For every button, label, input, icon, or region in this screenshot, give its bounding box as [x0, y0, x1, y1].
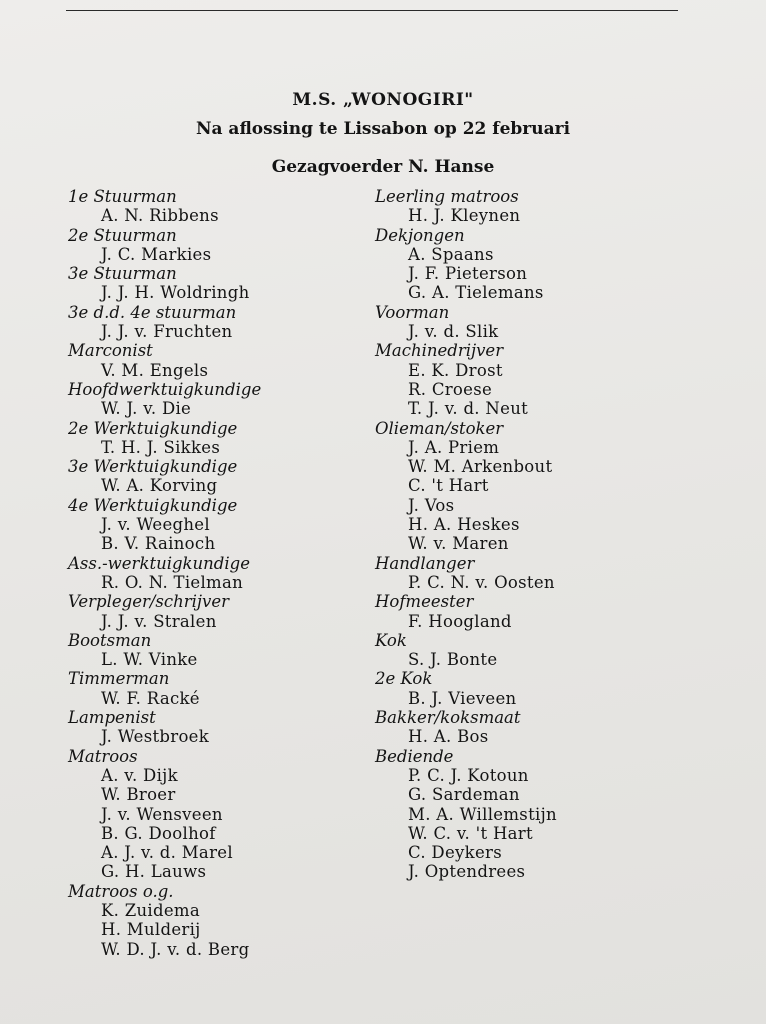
crew-group	[68, 669, 368, 708]
crew-member-name: J. J. v. Fruchten	[101, 322, 233, 342]
crew-member-name: C. Deykers	[408, 843, 502, 863]
crew-member-name: W. v. Maren	[408, 534, 509, 554]
crew-member-name: W. D. J. v. d. Berg	[101, 939, 250, 959]
crew-group	[375, 708, 675, 747]
crew-role-label: Ass.-werktuigkundige	[68, 553, 250, 573]
crew-group	[375, 303, 675, 342]
crew-group	[68, 631, 368, 670]
crew-member-name: B. J. Vieveen	[408, 688, 517, 708]
crew-member-name: J. Westbroek	[101, 727, 210, 747]
crew-role-label: Hofmeester	[375, 592, 474, 612]
crew-group	[375, 631, 675, 670]
crew-role-label: Verpleger/schrijver	[68, 592, 230, 612]
crew-group	[375, 226, 675, 303]
crew-role-label: Marconist	[68, 341, 153, 361]
crew-group	[68, 882, 368, 959]
crew-member-name: J. v. Wensveen	[101, 804, 223, 824]
crew-column-right	[375, 187, 675, 882]
crew-role-label: Olieman/stoker	[375, 418, 504, 438]
crew-member-name: H. A. Bos	[408, 727, 489, 747]
crew-role-label: Machinedrijver	[375, 341, 504, 361]
crew-role-label: Timmerman	[68, 669, 170, 689]
crew-role-label: 3e Stuurman	[68, 264, 177, 284]
crew-role-label: Matroos	[68, 746, 138, 766]
crew-group	[68, 341, 368, 380]
crew-group	[68, 457, 368, 496]
crew-member-name: J. J. v. Stralen	[101, 611, 217, 631]
crew-member-name: J. J. H. Woldringh	[101, 283, 250, 303]
crew-group	[68, 419, 368, 458]
crew-group	[68, 708, 368, 747]
crew-group	[375, 341, 675, 418]
crew-member-name: M. A. Willemstijn	[408, 804, 557, 824]
crew-member-name: B. G. Doolhof	[101, 823, 216, 843]
crew-role-label: Bootsman	[68, 630, 152, 650]
crew-member-name: L. W. Vinke	[101, 650, 198, 670]
crew-group	[375, 554, 675, 593]
crew-group	[68, 554, 368, 593]
crew-column-left	[68, 187, 368, 959]
crew-member-name: J. A. Priem	[408, 437, 500, 457]
crew-role-label: Voorman	[375, 302, 450, 322]
crew-member-name: G. A. Tielemans	[408, 283, 544, 303]
crew-member-name: E. K. Drost	[408, 360, 503, 380]
crew-member-name: A. v. Dijk	[101, 765, 178, 785]
crew-member-name: T. H. J. Sikkes	[101, 437, 221, 457]
crew-member-name: A. J. v. d. Marel	[101, 843, 233, 863]
crew-member-name: P. C. N. v. Oosten	[408, 572, 555, 592]
crew-member-name: A. Spaans	[408, 244, 494, 264]
crew-member-name: A. N. Ribbens	[101, 206, 219, 226]
crew-group	[375, 419, 675, 554]
crew-member-name: T. J. v. d. Neut	[408, 399, 529, 419]
crew-member-name: H. J. Kleynen	[408, 206, 521, 226]
crew-role-label: Lampenist	[68, 708, 156, 728]
crew-member-name: J. Vos	[408, 495, 455, 515]
crew-role-label: Leerling matroos	[375, 187, 519, 206]
crew-role-label: 2e Kok	[375, 669, 433, 689]
crew-member-name: J. v. d. Slik	[408, 322, 499, 342]
crew-group	[375, 669, 675, 708]
crew-group	[375, 747, 675, 882]
crew-role-label: 3e d.d. 4e stuurman	[68, 302, 237, 322]
crew-group	[375, 592, 675, 631]
crew-group	[375, 187, 675, 226]
crew-member-name: G. H. Lauws	[101, 862, 207, 882]
crew-group	[68, 264, 368, 303]
crew-role-label: 4e Werktuigkundige	[68, 495, 238, 515]
ship-name-heading: M.S. „WONOGIRI"	[292, 90, 474, 110]
crew-group	[68, 747, 368, 882]
crew-member-name: F. Hoogland	[408, 611, 512, 631]
crew-group	[68, 303, 368, 342]
crew-member-name: K. Zuidema	[101, 900, 200, 920]
crew-role-label: 3e Werktuigkundige	[68, 457, 238, 477]
crew-member-name: W. C. v. 't Hart	[408, 823, 533, 843]
crew-group	[68, 187, 368, 226]
crew-role-label: 2e Stuurman	[68, 225, 177, 245]
crew-role-label: Hoofdwerktuigkundige	[68, 379, 262, 399]
crew-role-label: 2e Werktuigkundige	[68, 418, 238, 438]
crew-role-label: Dekjongen	[375, 225, 465, 245]
crew-member-name: W. M. Arkenbout	[408, 457, 553, 477]
crew-role-label: 1e Stuurman	[68, 187, 177, 206]
relief-subtitle: Na aflossing te Lissabon op 22 februari	[195, 119, 571, 139]
crew-role-label: Handlanger	[375, 553, 475, 573]
crew-member-name: J. v. Weeghel	[101, 515, 210, 535]
crew-member-name: W. J. v. Die	[101, 399, 192, 419]
crew-member-name: W. Broer	[101, 785, 176, 805]
crew-group	[68, 496, 368, 554]
crew-member-name: W. A. Korving	[101, 476, 218, 496]
crew-member-name: B. V. Rainoch	[101, 534, 216, 554]
top-rule	[66, 10, 678, 11]
crew-member-name: W. F. Racké	[101, 688, 200, 708]
crew-role-label: Bediende	[375, 746, 454, 766]
crew-role-label: Kok	[375, 630, 407, 650]
crew-member-name: P. C. J. Kotoun	[408, 765, 529, 785]
crew-member-name: R. O. N. Tielman	[101, 572, 244, 592]
crew-member-name: V. M. Engels	[101, 360, 209, 380]
crew-member-name: J. C. Markies	[101, 244, 212, 264]
crew-role-label: Bakker/koksmaat	[375, 708, 521, 728]
crew-member-name: S. J. Bonte	[408, 650, 498, 670]
crew-member-name: J. F. Pieterson	[408, 264, 528, 284]
crew-group	[68, 380, 368, 419]
crew-member-name: H. A. Heskes	[408, 515, 520, 535]
crew-member-name: G. Sardeman	[408, 785, 520, 805]
crew-group	[68, 592, 368, 631]
captain-heading: Gezagvoerder N. Hanse	[271, 157, 495, 177]
crew-member-name: R. Croese	[408, 379, 493, 399]
crew-member-name: C. 't Hart	[408, 476, 489, 496]
crew-member-name: H. Mulderij	[101, 920, 201, 940]
crew-member-name: J. Optendrees	[408, 862, 526, 882]
crew-role-label: Matroos o.g.	[68, 881, 174, 901]
crew-group	[68, 226, 368, 265]
